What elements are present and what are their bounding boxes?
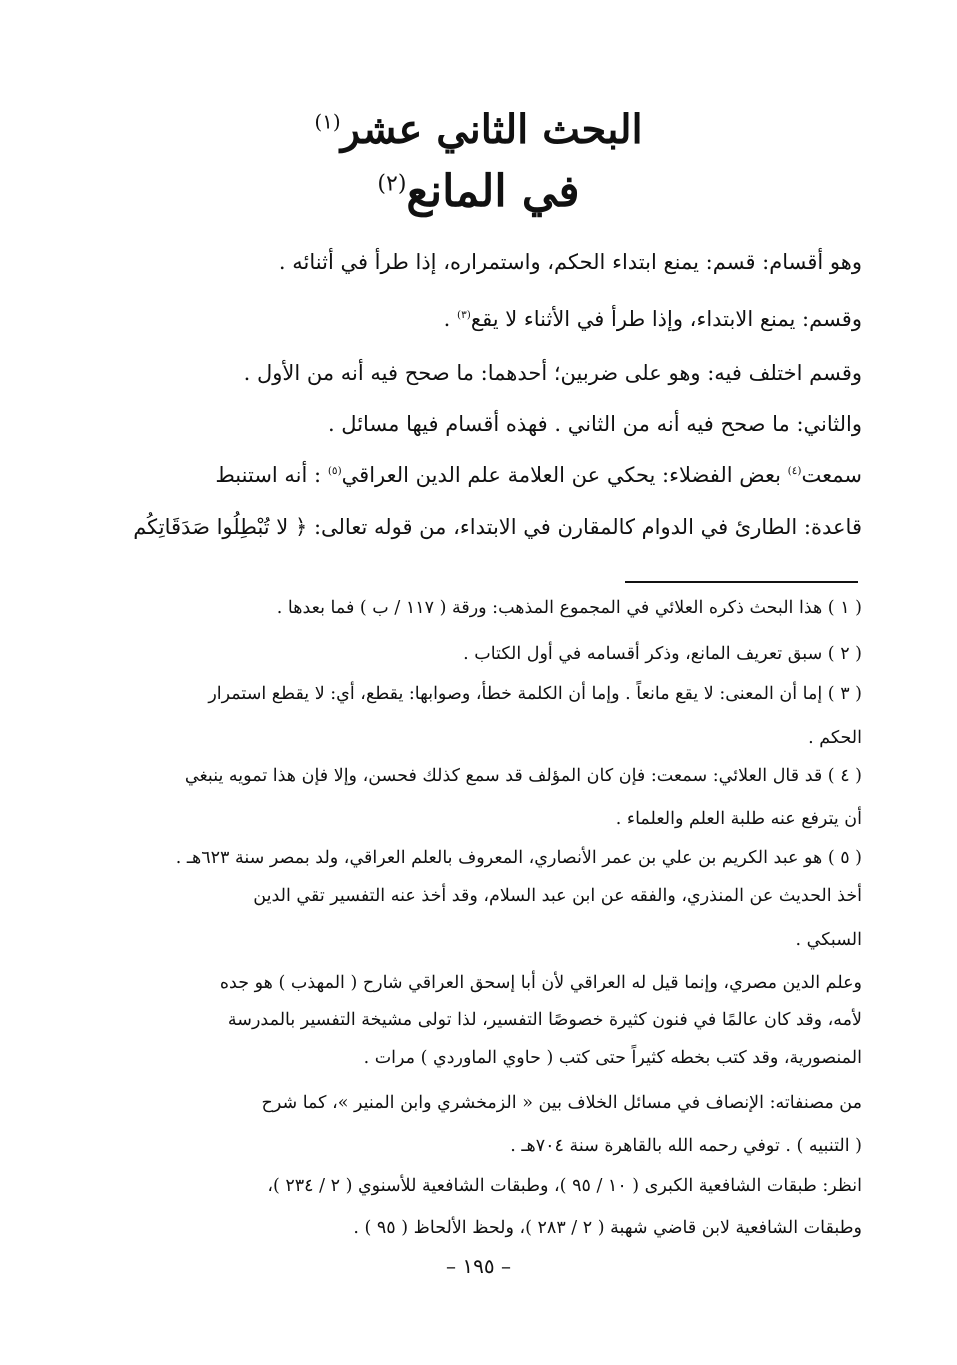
body-paragraph-5: سمعت$^{(٤)}$ بعض الفضلاء: يحكي عن العلامة علم الدين العراقي$^{(٥)}$ : أنه استنبط: [215, 463, 862, 487]
footnote-2: ( ٢ ) سبق تعريف المانع، وذكر أقسامه في أول الكتاب .: [463, 644, 862, 664]
footnote-5-line-2: أخذ الحديث عن المنذري، والفقه عن ابن عبد السلام، وقد أخذ عنه التفسير تقي الدين: [253, 886, 862, 906]
body-paragraph-2: وقسم: يمنع الابتداء، وإذا طرأ في الأثناء لا يقع$^{(٣)}$ .: [443, 307, 862, 331]
body-paragraph-4: والثاني: ما صحح فيه أنه من الثاني . فهذه أقسام فيها مسائل .: [327, 412, 862, 436]
footnote-5-line-6: المنصورية، وقد كتب بخطه كثيراً حتى كتب ( حاوي الماوردي ) مرات .: [363, 1048, 862, 1068]
footnote-ref-1: (١): [314, 109, 341, 134]
footnote-ref-5: (٥): [327, 465, 342, 477]
footnote-3-line-1: ( ٣ ) إما أن المعنى: لا يقع مانعاً . وإما أن الكلمة خطأ، وصوابها: يقطع، أي: لا يقطع استمرار: [208, 684, 862, 704]
footnote-4-line-1: ( ٤ ) قد قال العلائي: سمعت: فإن كان المؤلف قد سمع كذلك فحسن، وإلا فإن هذا تمويه ينبغي: [184, 766, 862, 786]
footnote-5-line-1: ( ٥ ) هو عبد الكريم بن علي بن عمر الأنصاري، المعروف بالعلم العراقي، ولد بمصر سنة ٦٢٣هـ .: [175, 848, 862, 868]
page-number: – ١٩٥ –: [446, 1254, 511, 1278]
body-paragraph-6: قاعدة: الطارئ في الدوام كالمقارن في الابتداء، من قوله تعالى: ﴿ لا تُبْطِلُوا صَدَقَاتِكُم: [133, 515, 862, 539]
footnote-5-line-8: ( التنبيه ) . توفي رحمه الله بالقاهرة سنة ٧٠٤هـ .: [510, 1136, 862, 1156]
footnote-ref-4: (٤): [787, 465, 802, 477]
footnote-divider: [625, 581, 858, 583]
body-paragraph-3: وقسم اختلف فيه: وهو على ضربين؛ أحدهما: ما صحح فيه أنه من الأول .: [243, 361, 862, 385]
footnote-ref-3: (٣): [457, 309, 471, 321]
footnote-5-line-5: لأمه، وقد كان عالمًا في فنون كثيرة خصوصًا التفسير، لذا تولى مشيخة التفسير بالمدرسة: [227, 1010, 862, 1030]
footnote-5-line-10: وطبقات الشافعية لابن قاضي شهبة ( ٢ / ٢٨٣ )، ولحظ الألحاظ ( ٩٥ ) .: [353, 1218, 862, 1238]
section-title: [120, 106, 837, 153]
footnote-5-line-9: انظر: طبقات الشافعية الكبرى ( ١٠ / ٩٥ )، وطبقات الشافعية للأسنوي ( ٢ / ٢٣٤ )،: [267, 1176, 862, 1196]
section-title-text: البحث الثاني عشر: [340, 106, 643, 153]
body-paragraph-1: وهو أقسام: قسم: يمنع ابتداء الحكم، واستمراره، إذا طرأ في أثنائه .: [278, 250, 862, 274]
footnote-1: ( ١ ) هذا البحث ذكره العلائي في المجموع المذهب: ورقة ( ١١٧ / ب ) فما بعدها .: [276, 598, 862, 618]
footnote-3-line-2: الحكم .: [808, 728, 862, 748]
footnote-5-line-7: من مصنفاته: الإنصاف في مسائل الخلاف بين « الزمخشري وابن المنير »، كما شرح: [261, 1093, 862, 1113]
footnote-ref-2: (٢): [377, 171, 407, 197]
footnote-5-line-3: السبكي .: [795, 930, 862, 950]
footnote-4-line-2: أن يترفع عنه طلبة العلم والعلماء .: [615, 809, 862, 829]
section-subtitle-text: في المانع: [406, 166, 580, 217]
footnote-5-line-4: وعلم الدين مصري، وإنما قيل له العراقي لأن أبا إسحق العراقي شارح ( المهذب ) هو جده: [219, 973, 862, 993]
section-subtitle: [120, 166, 837, 217]
